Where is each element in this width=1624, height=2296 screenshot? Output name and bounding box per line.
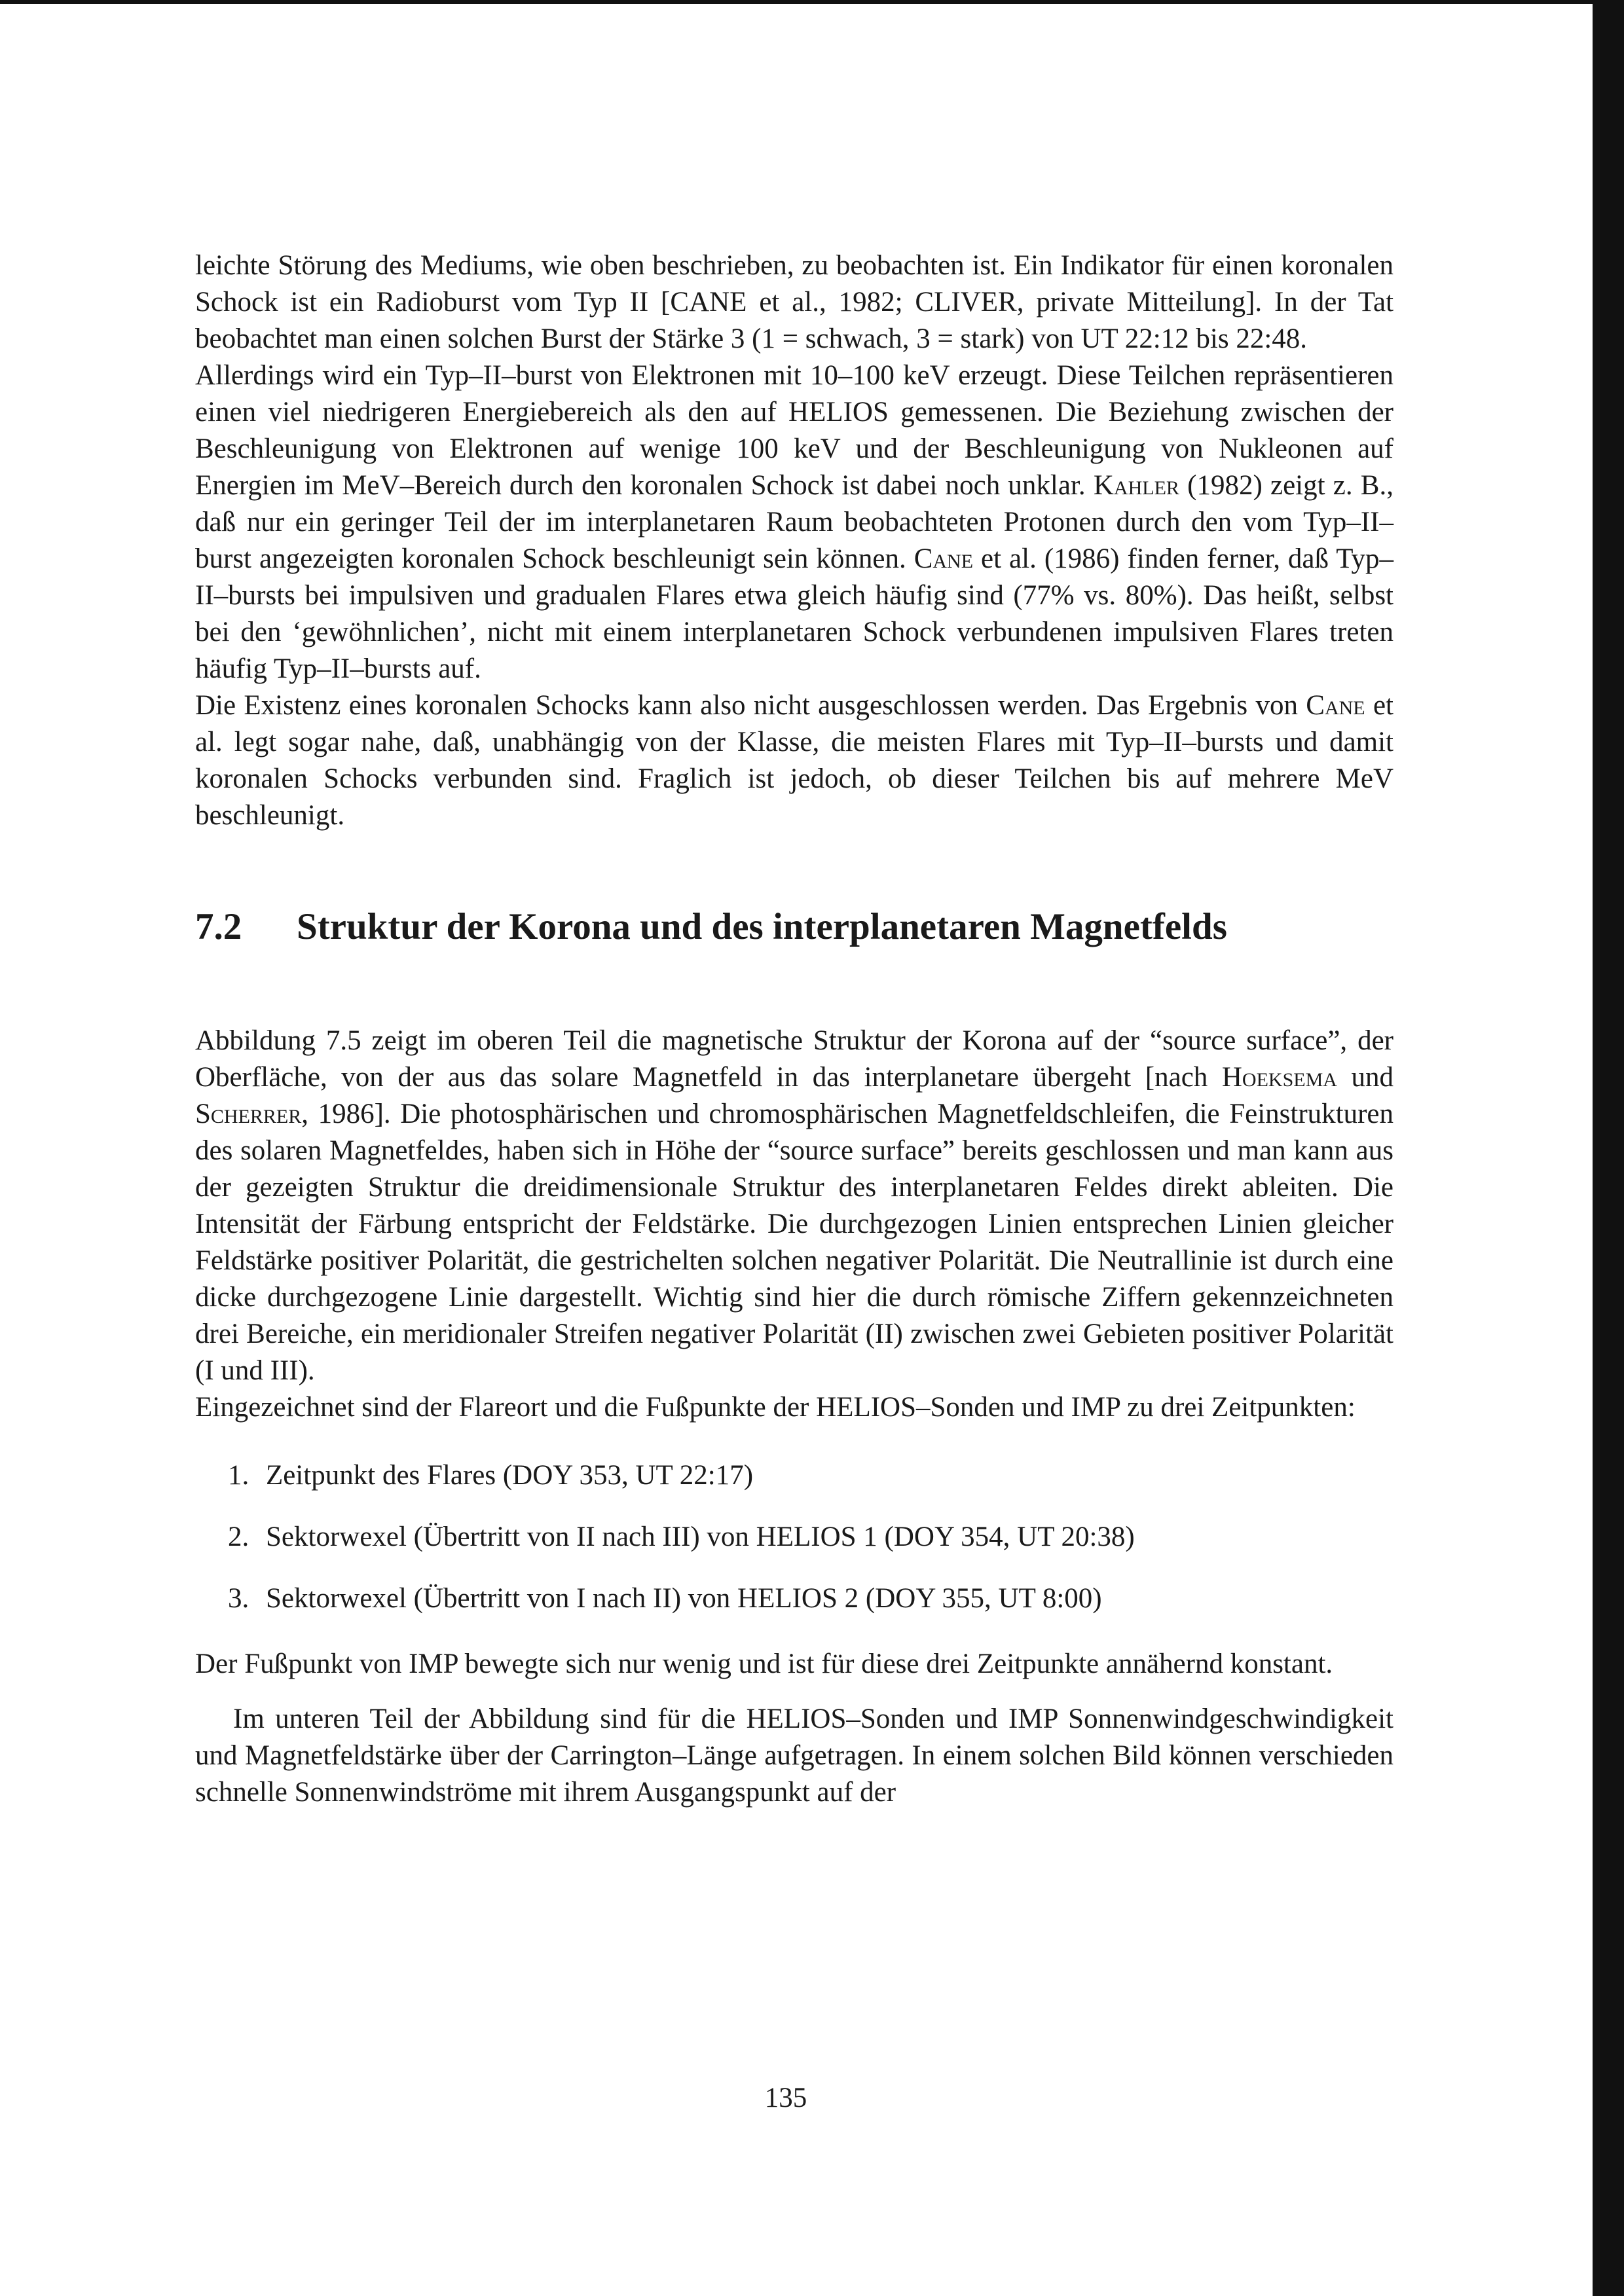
list-item: 1. Zeitpunkt des Flares (DOY 353, UT 22:17)	[228, 1460, 754, 1491]
paragraph-unterer-teil: Im unteren Teil der Abbildung sind für die HELIOS–Sonden und IMP Sonnenwindgeschwindigkeit und Magnetfeldstärke über der Carrington–Länge aufgetragen. In einem solchen Bild können verschieden schnelle Sonnenwindströme mit ihrem Ausgangspunkt auf der	[195, 1704, 1393, 1808]
page-number: 135	[764, 2083, 807, 2113]
paragraph-abbildung: Abbildung 7.5 zeigt im oberen Teil die magnetische Struktur der Korona auf der “source surface”, der Oberfläche, von der aus das solare Magnetfeld in das interplanetare übergeht [nach Hoeksema und Scherrer, 1986]. Die photosphärischen und chromosphärischen Magnetfeldschleifen, die Feinstrukturen des solaren Magnetfeldes, haben sich in Höhe der “source surface” bereits geschlossen und man kann aus der gezeigten Struktur die dreidimensionale Struktur des interplanetaren Feldes direkt ableiten. Die Intensität der Färbung entspricht der Feldstärke. Die durchgezogen Linien entsprechen Linien gleicher Feldstärke positiver Polarität, die gestrichelten solchen negativer Polarität. Die Neutrallinie ist durch eine dicke durchgezogene Linie dargestellt. Wichtig sind hier die durch römische Ziffern gekennzeichneten drei Bereiche, ein meridionaler Streifen negativer Polarität (II) zwischen zwei Gebieten positiver Polarität (I und III).	[195, 1025, 1393, 1386]
citation-author-cane: Cane	[1306, 690, 1365, 721]
section-number: 7.2	[195, 906, 242, 947]
paragraph-imp-fusspunkt: Der Fußpunkt von IMP bewegte sich nur wenig und ist für diese drei Zeitpunkte annähernd konstant.	[195, 1649, 1333, 1679]
paragraph-koronaler-schock: Die Existenz eines koronalen Schocks kann also nicht ausgeschlossen werden. Das Ergebnis von Cane et al. legt sogar nahe, daß, unabhängig von der Klasse, die meisten Flares mit Typ–II–bursts und damit koronalen Schocks verbunden sind. Fraglich ist jedoch, ob dieser Teilchen bis auf mehrere MeV beschleunigt.	[195, 690, 1393, 831]
paragraph-eingezeichnet: Eingezeichnet sind der Flareort und die Fußpunkte der HELIOS–Sonden und IMP zu drei Zeitpunkten:	[195, 1392, 1356, 1423]
section-title: Struktur der Korona und des interplanetaren Magnetfelds	[297, 906, 1227, 947]
citation-author-cane: CANE	[670, 287, 747, 318]
document-page	[195, 247, 1393, 1811]
citation-author-cane: Cane	[913, 543, 974, 574]
section-heading	[195, 902, 1393, 952]
timepoint-list	[195, 1457, 1393, 1617]
paragraph-radioburst: leichte Störung des Mediums, wie oben beschrieben, zu beobachten ist. Ein Indikator für einen koronalen Schock ist ein Radioburst vom Typ II [CANE et al., 1982; CLIVER, private Mitteilung]. In der Tat beobachtet man einen solchen Burst der Stärke 3 (1 = schwach, 3 = stark) von UT 22:12 bis 22:48.	[195, 250, 1394, 354]
citation-author-kahler: Kahler	[1093, 470, 1179, 501]
citation-author-hoeksema: Hoeksema	[1221, 1062, 1337, 1093]
scan-edge-right	[1593, 0, 1624, 2296]
list-item: 2. Sektorwexel (Übertritt von II nach III) von HELIOS 1 (DOY 354, UT 20:38)	[228, 1522, 1135, 1552]
list-item: 3. Sektorwexel (Übertritt von I nach II) von HELIOS 2 (DOY 355, UT 8:00)	[228, 1583, 1102, 1614]
citation-author-cliver: CLIVER	[915, 287, 1017, 318]
paragraph-typ-ii-burst: Allerdings wird ein Typ–II–burst von Elektronen mit 10–100 keV erzeugt. Diese Teilchen repräsentieren einen viel niedrigeren Energiebereich als den auf HELIOS gemessenen. Die Beziehung zwischen der Beschleunigung von Elektronen auf wenige 100 keV und der Beschleunigung von Nukleonen auf Energien im MeV–Bereich durch den koronalen Schock ist dabei noch unklar. Kahler (1982) zeigt z. B., daß nur ein geringer Teil der im interplanetaren Raum beobachteten Protonen durch den vom Typ–II–burst angezeigten koronalen Schock beschleunigt sein können. Cane et al. (1986) finden ferner, daß Typ–II–bursts bei impulsiven und gradualen Flares etwa gleich häufig sind (77% vs. 80%). Das heißt, selbst bei den ‘gewöhnlichen’, nicht mit einem interplanetaren Schock verbundenen impulsiven Flares treten häufig Typ–II–bursts auf.	[195, 360, 1393, 684]
scan-edge-top	[0, 0, 1624, 4]
citation-author-scherrer: Scherrer	[195, 1099, 302, 1129]
